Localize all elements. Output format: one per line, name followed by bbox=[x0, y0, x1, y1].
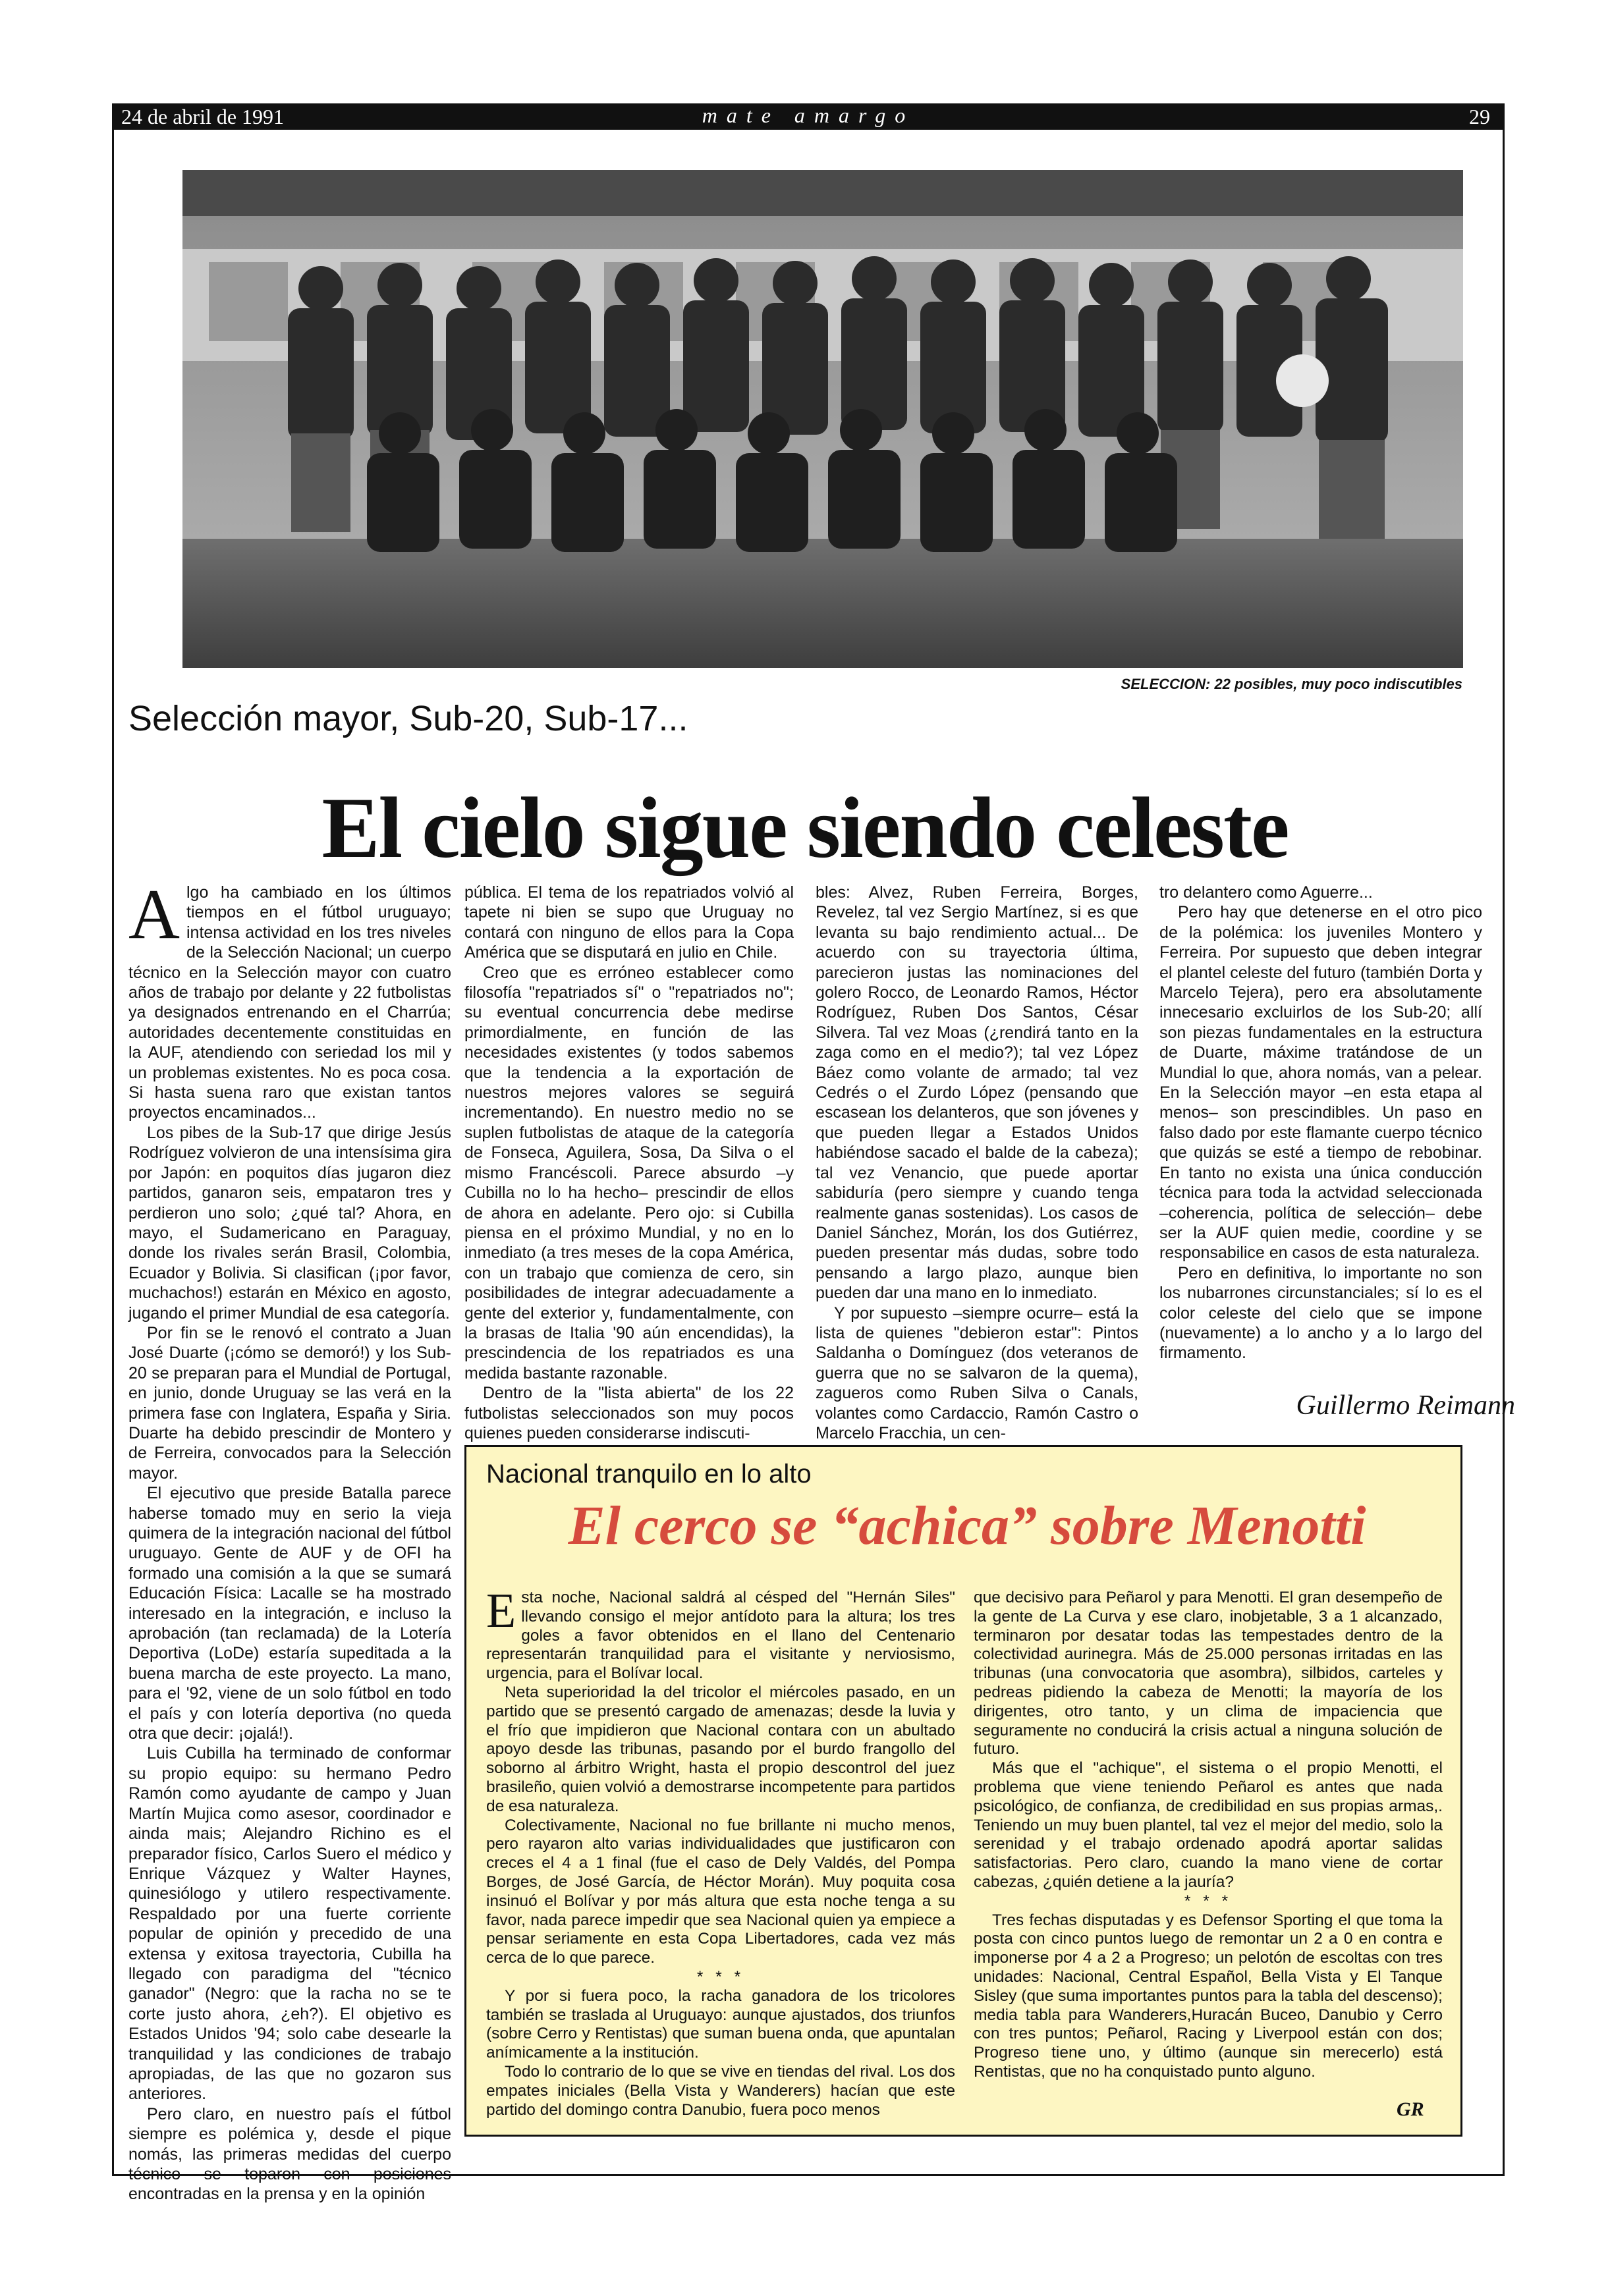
box-drop-cap: E bbox=[486, 1584, 516, 1638]
article-paragraph: Creo que es erróneo establecer como filosofía "repatriados sí" o "repatriados no"; su eventual concurrencia debe medirse primordialmente, en función de las necesidades existentes (y todos sabemos que la tendencia a la exportación de nuestros mejores valores se seguirá incrementando). En nuestro medio no se suplen futbolistas de ataque de la categoría de Fonseca, Aguilera, Sosa, Da Silva o el mismo Francéscoli. Parece absurdo –y Cubilla no lo ha hecho– prescindir de ellos de ahora en adelante. Pero ojo: si Cubilla piensa en el próximo Mundial, y no en lo inmediato (a tres meses de la copa América, con un trabajo que comienza de cero, sin posibilidades de integrar adecuadamente a gente del exterior y, fundamentalmente, con la brasas de Italia '90 aún encendidas), la prescindencia de los repatriados es una medida bastante razonable. bbox=[464, 963, 794, 1382]
box-paragraph: Esta noche, Nacional saldrá al césped del "Hernán Siles" llevando consigo el mejor antídoto para la altura; los tres goles a favor obtenidos en el llano del Centenario representarán tranquilidad para el visitante y nerviosismo, urgencia, para el Bolívar local. bbox=[486, 1584, 955, 1683]
page-header-bar bbox=[112, 103, 1505, 130]
article-paragraph: Pero claro, en nuestro país el fútbol siempre es polémica y, desde el pique nomás, las primeras medidas del cuerpo técnico se toparon con posiciones encontradas en la prensa y en la opinión bbox=[128, 2104, 451, 2204]
masthead: mate amargo bbox=[702, 103, 915, 127]
issue-date: 24 de abril de 1991 bbox=[121, 105, 285, 128]
article-paragraph: bles: Alvez, Ruben Ferreira, Borges, Revelez, tal vez Sergio Martínez, si es que levanta su bajo rendimiento actual... De acuerdo con su trayectoria última, parecieron justas las nominaciones del golero Rocco, de Leonardo Ramos, Héctor Rodríguez, Ruben Dos Santos, César Silvera. Tal vez Moas (¿rendirá tanto en la zaga como en el medio?); tal vez López Báez como volante de armado; tal vez Cedrés o el Zurdo López (pensando que escasean los delanteros, que son jóvenes y que pueden llegar a Estados Unidos habiéndose sacado el balde de la cabeza); tal vez Venancio, que puede aportar sabiduría (pero siempre y cuando tenga realmente ganas sostenidas). Los casos de Daniel Sánchez, Morán, los dos Gutiérrez, pueden presentar más dudas, sobre todo pensando a largo plazo, aunque bien pueden dar una mano en lo inmediato. bbox=[816, 883, 1138, 1303]
article-column-2 bbox=[464, 883, 794, 1443]
article-paragraph: tro delantero como Aguerre... bbox=[1159, 883, 1373, 902]
section-separator: * * * bbox=[696, 1967, 745, 1986]
article-paragraph: Luis Cubilla ha terminado de conformar su propio equipo: su hermano Pedro Ramón como ayudante de campo y Juan Martín Mujica como asesor, coordinador e ainda mais; Alejandro Richino es el preparador físico, Carlos Suero el médico y Enrique Vázquez y Walter Haynes, quinesiólogo y utilero respectivamente. Respaldado por una fuerte corriente popular de opinión y precedido de una extensa y exitosa trayectoria, Cubilla ha llegado con paradigma del "técnico ganador" (Negro: que la racha no se te corte justo ahora, ¿eh?). El objetivo es Estados Unidos '94; solo cabe desearle la tranquilidad y las condiciones de trabajo apropiadas, de las que no gozaron sus anteriores. bbox=[128, 1744, 451, 2104]
box-signature: GR bbox=[1397, 2098, 1424, 2120]
box-paragraph: Neta superioridad la del tricolor el miércoles pasado, en un partido que se presentó cargado de amenazas; desde la luvia y el frío que impidieron que Nacional contara con un abultado apoyo desde las tribunas, pasando por el burdo frangollo del soborno al árbitro Wright, hasta el propio descontrol del juez brasileño, quien volvió a demostrarse incompetente para partidos de esa naturaleza. bbox=[486, 1683, 955, 1815]
box-paragraph: que decisivo para Peñarol y para Menotti. El gran desempeño de la gente de La Curva y ese claro, inobjetable, 3 a 1 alcanzado, terminaron por desatar todas las tempestades dentro de la colectividad aurinegra. Más de 25.000 personas irritadas en las tribunas (una convocatoria que asombra), silbidos, carteles y pedreas pidiendo la cabeza de Menotti; la mayoría de los dirigentes, otro tanto, y un clima de impaciencia que seguramente no conducirá la crisis actual a ninguna solución de futuro. bbox=[974, 1589, 1443, 1759]
box-paragraph: Tres fechas disputadas y es Defensor Sporting el que toma la posta con cinco puntos luego de remontar un 2 a 0 en contra e imponerse por 4 a 2 a Progreso; un pelotón de escoltas con tres unidades: Nacional, Central Español, Bella Vista y El Tanque Sisley (que suma importantes puntos para la tabla del descenso); media tabla para Wanderers,Huracán Buceo, Danubio y Cerro con tres puntos; Peñarol, Racing y Liverpool están con dos; Progreso tiene uno, y último (aunque sin merecerlo) está Rentistas, que no ha conquistado punto alguno. bbox=[974, 1911, 1443, 2081]
article-paragraph: pública. El tema de los repatriados volvió al tapete ni bien se supo que Uruguay no contará con ninguno de ellos para la Copa América que se disputará en julio en Chile. bbox=[464, 883, 794, 962]
box-paragraph: Colectivamente, Nacional no fue brillante ni mucho menos, pero rayaron alto varias individualidades que justificaron con creces el 4 a 1 final (fue el caso de Dely Valdés, del Pompa Borges, de José García, de Héctor Morán). Muy poquita cosa insinuó el Bolívar y por más altura que esta noche tenga a su favor, nada parece impedir que sea Nacional quien ya empiece a pensar seriamente en esta Copa Libertadores, cada vez más cerca de lo que parece. bbox=[486, 1816, 955, 1967]
team-photo-illustration bbox=[182, 170, 1463, 668]
box-paragraph: Todo lo contrario de lo que se vive en tiendas del rival. Los dos empates iniciales (Bella Vista y Wanderers) hacían que este partido del domingo contra Danubio, fuera poco menos bbox=[486, 2062, 955, 2119]
article-paragraph: Algo ha cambiado en los últimos tiempos en el fútbol uruguayo; intensa actividad en los tres niveles de la Selección Nacional; un cuerpo técnico en la Selección mayor con cuatro años de trabajo por delante y 22 futbolistas ya designados entrenando en el Charrúa; autoridades decentemente constituidas en la AUF, atendiendo con seriedad los mil y un problemas existentes. No es poca cosa. Si hasta suena raro que existan tantos proyectos encaminados... bbox=[128, 875, 451, 1122]
article-byline: Guillermo Reimann bbox=[1296, 1390, 1515, 1421]
box-column-2 bbox=[974, 1589, 1443, 2082]
article-paragraph: Pero en definitiva, lo importante no son los nubarrones circunstanciales; sí lo es el color celeste del cielo que se impone (nuevamente) a lo ancho y a lo largo del firmamento. bbox=[1159, 1263, 1482, 1363]
article-column-1 bbox=[128, 875, 451, 2204]
box-paragraph: Más que el "achique", el sistema o el propio Menotti, el problema que viene teniendo Peñarol es antes que nada psicológico, de confianza, de credibilidad en sus propias armas,. Teniendo un muy buen plantel, tal vez el mejor del medio, solo la serenidad y el trabajo ordenado apodrá aportar salidas satisfactorias. Pero claro, cuando la mano viene de cortar cabezas, ¿quién detiene a la jauría? bbox=[974, 1759, 1443, 1891]
section-separator: * * * bbox=[1184, 1892, 1233, 1910]
photo-caption: SELECCION: 22 posibles, muy poco indiscutibles bbox=[1121, 676, 1462, 692]
article-headline: El cielo sigue siendo celeste bbox=[321, 779, 1289, 876]
team-photo bbox=[182, 170, 1463, 668]
article-paragraph: Y por supuesto –siempre ocurre– está la lista de quienes "debieron estar": Pintos Saldanha o Domínguez (dos veteranos de guerra que no se salvaron de la quema), zagueros como Ruben Silva o Canals, volantes como Cardaccio, Ramón Castro o Marcelo Fracchia, un cen- bbox=[816, 1303, 1138, 1442]
article-kicker: Selección mayor, Sub-20, Sub-17... bbox=[128, 699, 688, 738]
box-column-1 bbox=[486, 1584, 955, 2119]
article-paragraph: Dentro de la "lista abierta" de los 22 futbolistas seleccionados son muy pocos quienes pueden considerarse indiscuti- bbox=[464, 1384, 794, 1442]
article-column-3 bbox=[816, 883, 1138, 1443]
box-headline: El cerco se “achica” sobre Menotti bbox=[568, 1495, 1366, 1556]
article-column-4 bbox=[1159, 883, 1482, 1363]
article-paragraph: Pero hay que detenerse en el otro pico de la polémica: los juveniles Montero y Ferreira. Por supuesto que deben integrar el plantel celeste del futuro (también Dorta y Marcelo Tejera), pero era absolutamente innecesario excluirlos de los Sub-20; allí son piezas fundamentales en la estructura de Duarte, máxime tratándose de un Mundial lo que, ahora nomás, van a pelear. En la Selección mayor –en esta etapa al menos– son prescindibles. Un paso en falso dado por este flamante cuerpo técnico que quizás se esté a tiempo de rebobinar. En tanto no exista una única conducción técnica para toda la actvidad seleccionada –coherencia, política de selección– debe ser la AUF quien medie, coordine y se responsabilice en casos de esta naturaleza. bbox=[1159, 903, 1482, 1263]
box-kicker: Nacional tranquilo en lo alto bbox=[486, 1460, 812, 1489]
box-paragraph: Y por si fuera poco, la racha ganadora de los tricolores también se traslada al Uruguayo: aunque ajustados, dos triunfos (sobre Cerro y Rentistas) que suman buena onda, que apuntalan anímicamente a la institución. bbox=[486, 1986, 955, 2062]
page-number: 29 bbox=[1469, 105, 1490, 128]
article-paragraph: Los pibes de la Sub-17 que dirige Jesús Rodríguez volvieron de una intensísima gira por Japón: en poquitos días jugaron diez partidos, ganaron seis, empataron tres y perdieron uno solo; ¿qué tal? Ahora, en mayo, el Sudamericano en Paraguay, donde los rivales serán Brasil, Colombia, Ecuador y Bolivia. Si clasifican (¡por favor, muchachos!) estarán en México en agosto, jugando el primer Mundial de esa categoría. bbox=[128, 1123, 451, 1323]
article-paragraph: Por fin se le renovó el contrato a Juan José Duarte (¡cómo se demoró!) y los Sub-20 se preparan para el Mundial de Portugal, en junio, donde Uruguay se las verá en la primera fase con Inglatera, España y Siria. Duarte ha debido prescindir de Montero y de Ferreira, convocados para la Selección mayor. bbox=[128, 1323, 451, 1483]
drop-cap: A bbox=[128, 875, 180, 954]
article-paragraph: El ejecutivo que preside Batalla parece haberse tomado muy en serio la vieja quimera de la integración nacional del fútbol uruguayo. Gente de AUF y de OFI ha formado una comisión a la que se sumará Educación Física: Lacalle se ha mostrado interesado en la integración, e incluso la aprobación (tan reclamada) de la Lotería Deportiva (LoDe) estaría supeditada a la buena marcha de este proyecto. La mano, para el '92, viene de un solo fútbol en todo el país y con lotería deportiva (no queda otra que decir: ¡ojalá!). bbox=[128, 1484, 451, 1743]
